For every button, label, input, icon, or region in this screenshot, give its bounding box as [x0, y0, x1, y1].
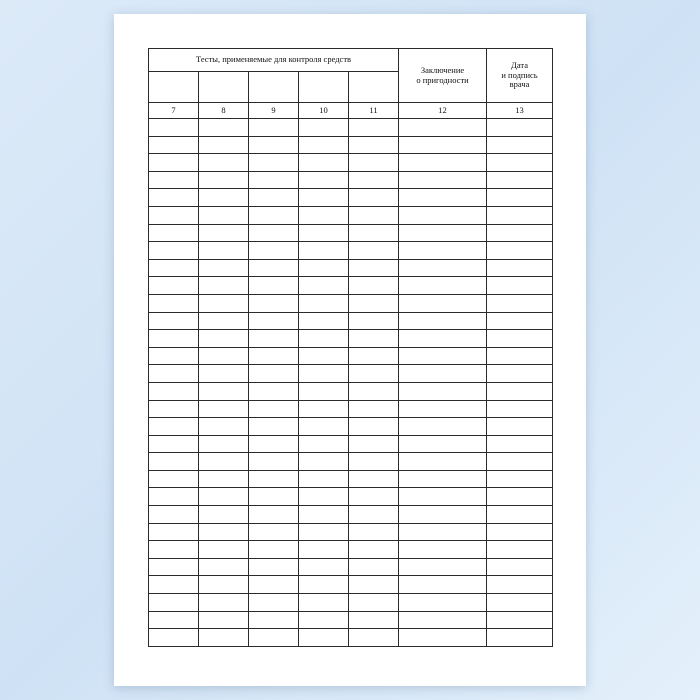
table-cell[interactable] — [149, 453, 199, 471]
table-cell[interactable] — [399, 189, 487, 207]
table-cell[interactable] — [149, 294, 199, 312]
table-cell[interactable] — [199, 189, 249, 207]
table-cell[interactable] — [149, 541, 199, 559]
table-cell[interactable] — [249, 382, 299, 400]
table-cell[interactable] — [399, 365, 487, 383]
table-cell[interactable] — [149, 259, 199, 277]
table-cell[interactable] — [399, 224, 487, 242]
table-cell[interactable] — [149, 418, 199, 436]
table-cell[interactable] — [487, 418, 553, 436]
table-cell[interactable] — [399, 400, 487, 418]
table-cell[interactable] — [349, 435, 399, 453]
test-subcolumn-blank — [349, 72, 399, 103]
table-cell[interactable] — [399, 558, 487, 576]
table-cell[interactable] — [399, 154, 487, 172]
table-cell[interactable] — [487, 242, 553, 260]
table-cell[interactable] — [199, 259, 249, 277]
table-cell[interactable] — [299, 611, 349, 629]
table-cell[interactable] — [249, 294, 299, 312]
table-cell[interactable] — [199, 400, 249, 418]
table-cell[interactable] — [299, 629, 349, 647]
table-cell[interactable] — [487, 259, 553, 277]
table-cell[interactable] — [199, 523, 249, 541]
table-cell[interactable] — [249, 206, 299, 224]
table-cell[interactable] — [487, 224, 553, 242]
table-row[interactable] — [149, 576, 553, 594]
table-row[interactable] — [149, 259, 553, 277]
date-header-line3: врача — [509, 79, 530, 90]
test-subcolumn-blank — [199, 72, 249, 103]
test-subcolumn-blank — [299, 72, 349, 103]
table-cell[interactable] — [349, 171, 399, 189]
table-cell[interactable] — [249, 629, 299, 647]
column-number: 10 — [299, 103, 349, 119]
date-signature-header — [487, 49, 553, 103]
table-cell[interactable] — [349, 206, 399, 224]
table-row[interactable] — [149, 558, 553, 576]
table-cell[interactable] — [199, 453, 249, 471]
table-cell[interactable] — [299, 418, 349, 436]
table-row[interactable] — [149, 347, 553, 365]
table-cell[interactable] — [487, 629, 553, 647]
table-cell[interactable] — [149, 488, 199, 506]
table-cell[interactable] — [299, 400, 349, 418]
table-cell[interactable] — [299, 470, 349, 488]
table-row[interactable] — [149, 171, 553, 189]
table-cell[interactable] — [249, 365, 299, 383]
date-header-line1: Дата — [511, 59, 528, 70]
table-row[interactable] — [149, 453, 553, 471]
table-cell[interactable] — [299, 171, 349, 189]
table-cell[interactable] — [199, 224, 249, 242]
table-cell[interactable] — [249, 418, 299, 436]
table-cell[interactable] — [487, 347, 553, 365]
table-cell[interactable] — [149, 470, 199, 488]
table-cell[interactable] — [399, 294, 487, 312]
table-row[interactable] — [149, 611, 553, 629]
table-cell[interactable] — [399, 506, 487, 524]
table-cell[interactable] — [487, 594, 553, 612]
table-cell[interactable] — [149, 206, 199, 224]
table-cell[interactable] — [399, 136, 487, 154]
table-row[interactable] — [149, 330, 553, 348]
table-cell[interactable] — [349, 294, 399, 312]
table-cell[interactable] — [249, 259, 299, 277]
table-row[interactable] — [149, 277, 553, 295]
test-subcolumn-blank — [249, 72, 299, 103]
table-cell[interactable] — [487, 171, 553, 189]
table-row[interactable] — [149, 418, 553, 436]
table-cell[interactable] — [487, 435, 553, 453]
table-cell[interactable] — [149, 119, 199, 137]
table-cell[interactable] — [487, 206, 553, 224]
column-number: 13 — [487, 103, 553, 119]
table-cell[interactable] — [299, 435, 349, 453]
table-cell[interactable] — [349, 611, 399, 629]
table-cell[interactable] — [487, 294, 553, 312]
table-cell[interactable] — [249, 523, 299, 541]
table-cell[interactable] — [299, 330, 349, 348]
table-cell[interactable] — [249, 154, 299, 172]
conclusion-header-line2: о пригодности — [416, 74, 469, 85]
table-cell[interactable] — [249, 453, 299, 471]
table-cell[interactable] — [299, 558, 349, 576]
document-page — [114, 14, 586, 686]
table-row[interactable] — [149, 400, 553, 418]
tests-group-header: Тесты, применяемые для контроля средств — [149, 49, 399, 72]
table-cell[interactable] — [399, 330, 487, 348]
table-cell[interactable] — [249, 330, 299, 348]
table-cell[interactable] — [487, 488, 553, 506]
table-cell[interactable] — [149, 224, 199, 242]
table-cell[interactable] — [149, 400, 199, 418]
table-cell[interactable] — [199, 435, 249, 453]
table-cell[interactable] — [487, 154, 553, 172]
table-cell[interactable] — [149, 365, 199, 383]
table-cell[interactable] — [249, 136, 299, 154]
table-cell[interactable] — [149, 330, 199, 348]
table-cell[interactable] — [399, 453, 487, 471]
table-cell[interactable] — [399, 259, 487, 277]
table-cell[interactable] — [299, 506, 349, 524]
table-cell[interactable] — [249, 435, 299, 453]
table-cell[interactable] — [249, 558, 299, 576]
table-cell[interactable] — [487, 611, 553, 629]
table-cell[interactable] — [149, 136, 199, 154]
table-cell[interactable] — [399, 347, 487, 365]
table-cell[interactable] — [399, 541, 487, 559]
table-cell[interactable] — [249, 119, 299, 137]
table-cell[interactable] — [199, 611, 249, 629]
table-cell[interactable] — [299, 576, 349, 594]
table-cell[interactable] — [249, 576, 299, 594]
table-row[interactable] — [149, 506, 553, 524]
table-row[interactable] — [149, 206, 553, 224]
table-cell[interactable] — [199, 347, 249, 365]
table-cell[interactable] — [487, 576, 553, 594]
table-row[interactable] — [149, 488, 553, 506]
date-header-line2: и подпись — [501, 69, 538, 80]
table-row[interactable] — [149, 523, 553, 541]
table-cell[interactable] — [299, 312, 349, 330]
table-cell[interactable] — [149, 435, 199, 453]
table-cell[interactable] — [199, 171, 249, 189]
table-cell[interactable] — [349, 470, 399, 488]
table-cell[interactable] — [399, 435, 487, 453]
table-cell[interactable] — [299, 206, 349, 224]
table-cell[interactable] — [487, 382, 553, 400]
table-cell[interactable] — [249, 171, 299, 189]
column-number: 9 — [249, 103, 299, 119]
table-cell[interactable] — [399, 277, 487, 295]
table-cell[interactable] — [199, 119, 249, 137]
table-cell[interactable] — [487, 541, 553, 559]
table-cell[interactable] — [349, 119, 399, 137]
table-cell[interactable] — [349, 154, 399, 172]
table-cell[interactable] — [249, 277, 299, 295]
table-cell[interactable] — [149, 154, 199, 172]
table-cell[interactable] — [149, 171, 199, 189]
table-cell[interactable] — [349, 418, 399, 436]
registry-table — [148, 48, 553, 647]
table-cell[interactable] — [487, 312, 553, 330]
table-cell[interactable] — [349, 259, 399, 277]
table-cell[interactable] — [349, 506, 399, 524]
table-row[interactable] — [149, 189, 553, 207]
table-cell[interactable] — [199, 365, 249, 383]
table-cell[interactable] — [399, 382, 487, 400]
table-row[interactable] — [149, 224, 553, 242]
table-cell[interactable] — [199, 154, 249, 172]
table-cell[interactable] — [349, 382, 399, 400]
table-row[interactable] — [149, 541, 553, 559]
table-cell[interactable] — [299, 119, 349, 137]
table-cell[interactable] — [399, 629, 487, 647]
table-row[interactable] — [149, 470, 553, 488]
table-cell[interactable] — [299, 453, 349, 471]
table-cell[interactable] — [299, 242, 349, 260]
table-row[interactable] — [149, 154, 553, 172]
table-cell[interactable] — [299, 594, 349, 612]
table-cell[interactable] — [299, 523, 349, 541]
table-cell[interactable] — [149, 629, 199, 647]
form-sheet — [148, 48, 552, 652]
table-cell[interactable] — [149, 277, 199, 295]
table-cell[interactable] — [199, 206, 249, 224]
table-cell[interactable] — [299, 189, 349, 207]
table-cell[interactable] — [199, 488, 249, 506]
table-cell[interactable] — [249, 541, 299, 559]
table-cell[interactable] — [249, 400, 299, 418]
table-cell[interactable] — [399, 576, 487, 594]
table-cell[interactable] — [199, 470, 249, 488]
table-cell[interactable] — [487, 558, 553, 576]
table-row[interactable] — [149, 594, 553, 612]
table-cell[interactable] — [199, 506, 249, 524]
table-cell[interactable] — [299, 154, 349, 172]
table-cell[interactable] — [399, 488, 487, 506]
table-cell[interactable] — [399, 418, 487, 436]
table-cell[interactable] — [487, 470, 553, 488]
table-cell[interactable] — [149, 312, 199, 330]
table-cell[interactable] — [349, 242, 399, 260]
column-number: 12 — [399, 103, 487, 119]
column-number: 7 — [149, 103, 199, 119]
table-cell[interactable] — [487, 330, 553, 348]
table-cell[interactable] — [249, 594, 299, 612]
table-cell[interactable] — [199, 294, 249, 312]
table-cell[interactable] — [199, 277, 249, 295]
table-row[interactable] — [149, 136, 553, 154]
table-cell[interactable] — [487, 119, 553, 137]
column-number: 11 — [349, 103, 399, 119]
table-cell[interactable] — [399, 470, 487, 488]
table-cell[interactable] — [149, 242, 199, 260]
table-cell[interactable] — [349, 453, 399, 471]
table-cell[interactable] — [487, 277, 553, 295]
table-cell[interactable] — [299, 224, 349, 242]
table-row[interactable] — [149, 435, 553, 453]
table-cell[interactable] — [299, 365, 349, 383]
table-cell[interactable] — [199, 576, 249, 594]
table-cell[interactable] — [349, 488, 399, 506]
table-cell[interactable] — [249, 470, 299, 488]
table-cell[interactable] — [487, 365, 553, 383]
table-cell[interactable] — [399, 594, 487, 612]
table-cell[interactable] — [487, 189, 553, 207]
table-cell[interactable] — [349, 400, 399, 418]
table-cell[interactable] — [299, 541, 349, 559]
table-cell[interactable] — [349, 523, 399, 541]
table-cell[interactable] — [399, 611, 487, 629]
table-cell[interactable] — [399, 119, 487, 137]
table-cell[interactable] — [349, 558, 399, 576]
table-cell[interactable] — [199, 242, 249, 260]
table-row[interactable] — [149, 242, 553, 260]
header-group-row — [149, 49, 553, 72]
table-cell[interactable] — [349, 365, 399, 383]
table-cell[interactable] — [487, 453, 553, 471]
table-row[interactable] — [149, 312, 553, 330]
table-cell[interactable] — [399, 523, 487, 541]
table-cell[interactable] — [349, 136, 399, 154]
table-cell[interactable] — [399, 206, 487, 224]
table-cell[interactable] — [149, 558, 199, 576]
table-cell[interactable] — [399, 171, 487, 189]
table-cell[interactable] — [199, 541, 249, 559]
table-cell[interactable] — [349, 189, 399, 207]
test-subcolumn-blank — [149, 72, 199, 103]
table-cell[interactable] — [199, 558, 249, 576]
table-cell[interactable] — [149, 611, 199, 629]
column-number: 8 — [199, 103, 249, 119]
table-cell[interactable] — [349, 576, 399, 594]
table-cell[interactable] — [199, 382, 249, 400]
table-cell[interactable] — [299, 347, 349, 365]
table-cell[interactable] — [487, 506, 553, 524]
table-cell[interactable] — [299, 488, 349, 506]
table-cell[interactable] — [299, 382, 349, 400]
table-cell[interactable] — [487, 523, 553, 541]
table-row[interactable] — [149, 119, 553, 137]
table-cell[interactable] — [199, 330, 249, 348]
table-cell[interactable] — [149, 523, 199, 541]
table-cell[interactable] — [149, 594, 199, 612]
table-row[interactable] — [149, 382, 553, 400]
column-number-row — [149, 103, 553, 119]
table-cell[interactable] — [149, 576, 199, 594]
table-cell[interactable] — [399, 312, 487, 330]
table-cell[interactable] — [487, 136, 553, 154]
table-cell[interactable] — [199, 418, 249, 436]
table-cell[interactable] — [349, 347, 399, 365]
table-cell[interactable] — [349, 312, 399, 330]
table-cell[interactable] — [149, 506, 199, 524]
table-cell[interactable] — [199, 312, 249, 330]
table-cell[interactable] — [349, 330, 399, 348]
table-row[interactable] — [149, 294, 553, 312]
table-cell[interactable] — [249, 312, 299, 330]
table-cell[interactable] — [349, 541, 399, 559]
table-cell[interactable] — [249, 224, 299, 242]
table-cell[interactable] — [299, 259, 349, 277]
conclusion-header-line1: Заключение — [420, 64, 465, 75]
table-cell[interactable] — [249, 347, 299, 365]
table-cell[interactable] — [249, 506, 299, 524]
table-cell[interactable] — [199, 136, 249, 154]
table-cell[interactable] — [199, 629, 249, 647]
table-cell[interactable] — [249, 611, 299, 629]
table-cell[interactable] — [249, 488, 299, 506]
table-cell[interactable] — [487, 400, 553, 418]
table-cell[interactable] — [299, 277, 349, 295]
table-body — [149, 119, 553, 647]
table-cell[interactable] — [149, 382, 199, 400]
table-cell[interactable] — [349, 629, 399, 647]
table-header — [149, 49, 553, 119]
table-cell[interactable] — [349, 594, 399, 612]
table-cell[interactable] — [349, 277, 399, 295]
table-cell[interactable] — [249, 242, 299, 260]
table-cell[interactable] — [199, 594, 249, 612]
conclusion-header — [399, 49, 487, 103]
table-cell[interactable] — [149, 347, 199, 365]
table-row[interactable] — [149, 365, 553, 383]
table-cell[interactable] — [349, 224, 399, 242]
table-cell[interactable] — [149, 189, 199, 207]
table-cell[interactable] — [399, 242, 487, 260]
table-row[interactable] — [149, 629, 553, 647]
table-cell[interactable] — [299, 294, 349, 312]
table-cell[interactable] — [299, 136, 349, 154]
table-cell[interactable] — [249, 189, 299, 207]
